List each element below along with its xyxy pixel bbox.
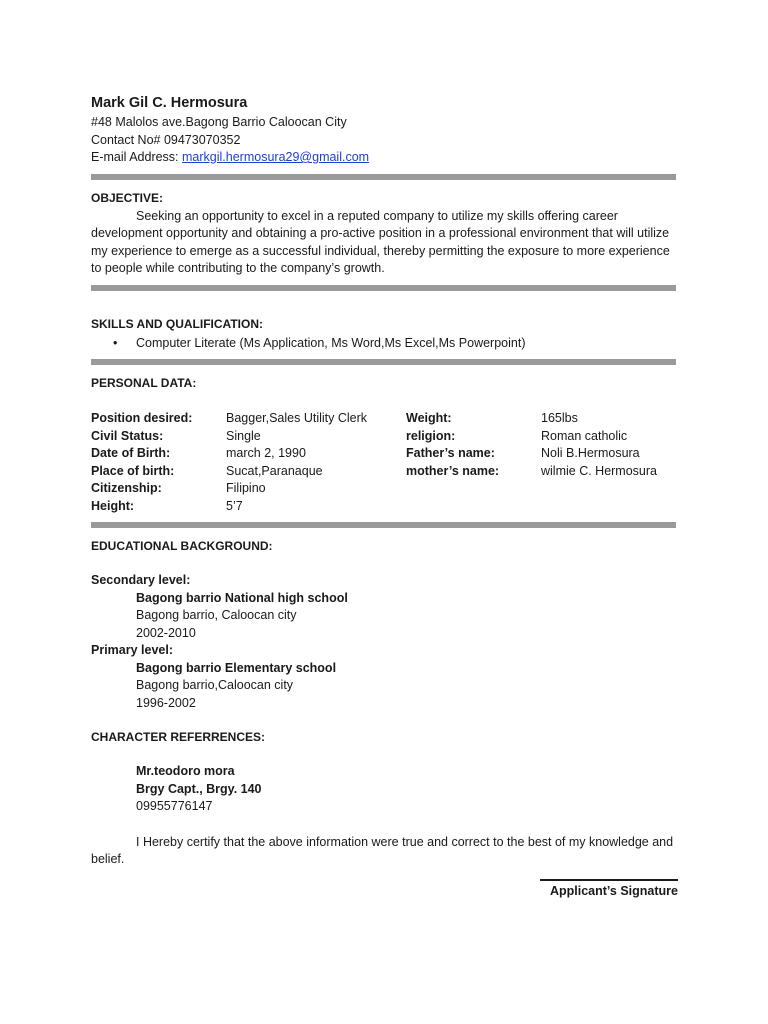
- resume-page: [91, 95, 676, 869]
- bullet-icon: •: [113, 335, 118, 350]
- reference-phone: 09955776147: [136, 799, 213, 813]
- email-link[interactable]: markgil.hermosura29@gmail.com: [182, 150, 370, 164]
- birth-place-label: Place of birth:: [91, 463, 175, 478]
- father-name-value: Noli B.Hermosura: [541, 446, 640, 460]
- personal-data-grid: [91, 410, 676, 515]
- certification-text: [91, 834, 676, 869]
- mother-name-value: wilmie C. Hermosura: [541, 463, 657, 478]
- position-label: Position desired:: [91, 411, 193, 425]
- address: #48 Malolos ave.Bagong Barrio Caloocan City: [91, 115, 347, 129]
- references-heading: CHARACTER REFERRENCES:: [91, 730, 266, 744]
- birth-date-label: Date of Birth:: [91, 446, 171, 460]
- skill-text: Computer Literate (Ms Application, Ms Word,Ms Excel,Ms Powerpoint): [136, 335, 526, 350]
- applicant-name: Mark Gil C. Hermosura: [91, 95, 248, 111]
- civil-status-value: Single: [226, 428, 261, 443]
- applicant-signature: Applicant’s Signature: [540, 879, 678, 898]
- objective-text-body: Seeking an opportunity to excel in a reputed company to utilize my skills offering career development opportunity and obtaining a pro-active position in a professional environment that will utilize my experience to emerge as a successful individual, thereby permitting the exposure to more experience to people while contributing to the company’s growth.: [91, 208, 670, 275]
- birth-place-value: Sucat,Paranaque: [226, 463, 323, 478]
- mother-name-label: mother’s name:: [406, 463, 500, 478]
- email-label: E-mail Address:: [91, 150, 183, 164]
- objective-heading: OBJECTIVE:: [91, 190, 164, 205]
- section-divider: [91, 285, 676, 291]
- religion-value: Roman catholic: [541, 428, 628, 443]
- primary-place: Bagong barrio,Caloocan city: [136, 678, 294, 692]
- skills-list: [91, 335, 676, 353]
- reference-position: Brgy Capt., Brgy. 140: [136, 781, 262, 796]
- weight-value: 165lbs: [541, 411, 578, 425]
- list-item: [91, 335, 676, 353]
- position-value: Bagger,Sales Utility Clerk: [226, 411, 368, 425]
- section-divider: [91, 359, 676, 365]
- secondary-place: Bagong barrio, Caloocan city: [136, 608, 297, 622]
- secondary-school: Bagong barrio National high school: [136, 590, 348, 605]
- height-value: 5’7: [226, 498, 243, 513]
- email-line: [91, 149, 676, 167]
- birth-date-value: march 2, 1990: [226, 446, 306, 460]
- height-label: Height:: [91, 498, 135, 513]
- section-divider: [91, 174, 676, 180]
- section-divider: [91, 522, 676, 528]
- religion-label: religion:: [406, 428, 456, 443]
- primary-years: 1996-2002: [136, 695, 196, 710]
- citizenship-value: Filipino: [226, 481, 266, 495]
- citizenship-label: Citizenship:: [91, 481, 162, 495]
- objective-text: [91, 208, 676, 278]
- civil-status-label: Civil Status:: [91, 428, 164, 443]
- reference-name: Mr.teodoro mora: [136, 764, 235, 778]
- primary-school: Bagong barrio Elementary school: [136, 660, 337, 675]
- secondary-years: 2002-2010: [136, 625, 196, 640]
- education-heading: EDUCATIONAL BACKGROUND:: [91, 539, 273, 553]
- skills-heading: SKILLS AND QUALIFICATION:: [91, 316, 263, 331]
- secondary-level-label: Secondary level:: [91, 573, 191, 587]
- certification-body: I Hereby certify that the above information were true and correct to the best of my knowledge and belief.: [91, 834, 674, 866]
- father-name-label: Father’s name:: [406, 446, 495, 460]
- personal-data-heading: PERSONAL DATA:: [91, 376, 197, 390]
- weight-label: Weight:: [406, 411, 452, 425]
- primary-level-label: Primary level:: [91, 643, 173, 657]
- contact-number: Contact No# 09473070352: [91, 132, 241, 147]
